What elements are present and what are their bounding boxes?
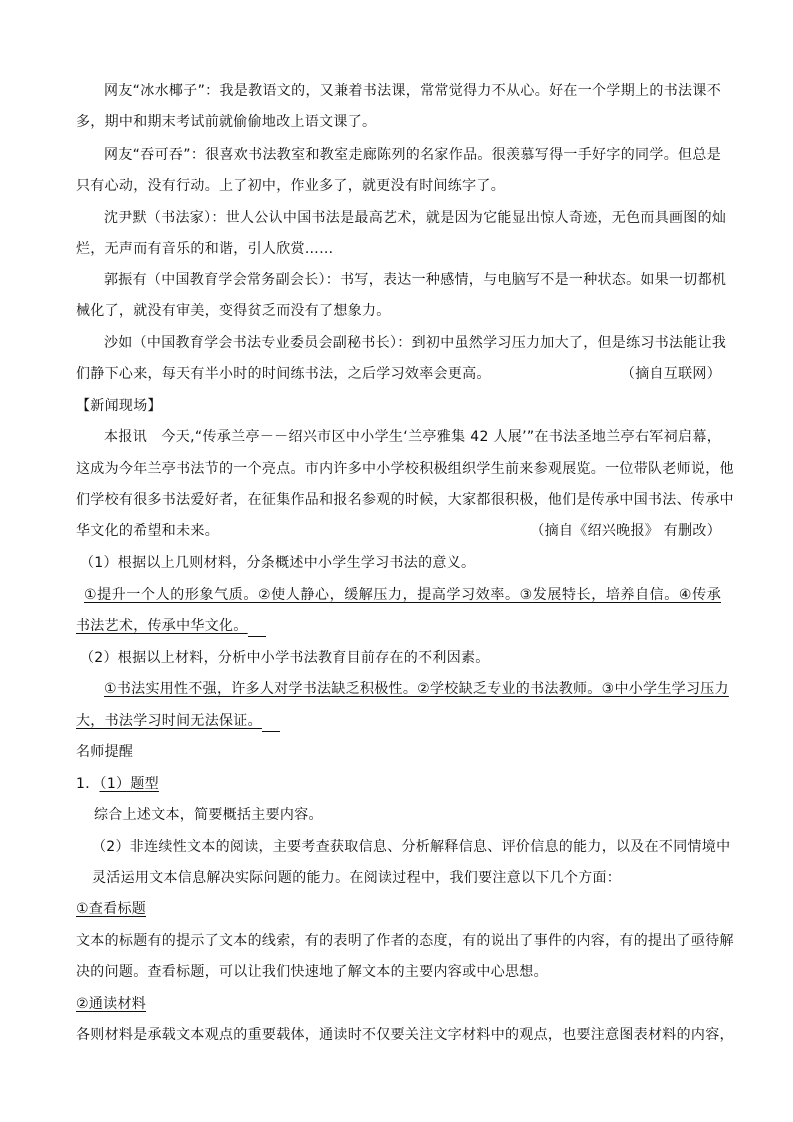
answer-2-line bbox=[104, 678, 729, 700]
section-heading: 【新闻现场】 bbox=[76, 398, 162, 414]
paragraph-line bbox=[76, 520, 721, 542]
tip-label: （1）题型 bbox=[99, 776, 159, 792]
question-1: （1）根据以上几则材料，分条概述中小学生学习书法的意义。 bbox=[80, 555, 476, 571]
paragraph-line: 只有心动，没有行动。上了初中，作业多了，就更没有时间练字了。 bbox=[76, 178, 505, 194]
paragraph-line: 郭振有（中国教育学会常务副会长）：书写，表达一种感情，与电脑写不是一种状态。如果一切都机 bbox=[104, 272, 727, 288]
paragraph-line: 决的问题。查看标题，可以让我们快速地了解文本的主要内容或中心思想。 bbox=[76, 964, 548, 980]
source-note: （摘自《绍兴晚报》 有删改） bbox=[530, 523, 721, 539]
paragraph-line: 械化了，就没有审美，变得贫乏而没有了想象力。 bbox=[76, 303, 391, 319]
answer-text: 大，书法学习时间无法保证。 bbox=[76, 713, 262, 729]
sub-heading bbox=[76, 993, 721, 1015]
answer-1-line bbox=[76, 615, 721, 637]
paragraph-text: 们静下心来，每天有半小时的时间练书法，之后学习效率会更高。 bbox=[76, 366, 491, 382]
tip-item-2-line: （2）非连续性文本的阅读，主要考查获取信息、分析解释信息、评价信息的能力，以及在不同情境中 bbox=[92, 839, 731, 855]
answer-2-line bbox=[76, 710, 721, 732]
answer-text: ①提升一个人的形象气质。②使人静心，缓解压力，提高学习效率。③发展特长，培养自信。④传承 bbox=[84, 587, 721, 603]
answer-text: 书法艺术，传承中华文化。 bbox=[76, 618, 248, 634]
paragraph-line: 网友“吞可吞”：很喜欢书法教室和教室走廊陈列的名家作品。很羡慕写得一手好字的同学。但总是 bbox=[104, 147, 721, 163]
answer-1-line bbox=[84, 584, 721, 606]
tip-item-1 bbox=[76, 773, 721, 795]
paragraph-line: 文本的标题有的提示了文本的线索，有的表明了作者的态度，有的说出了事件的内容，有的提出了亟待解 bbox=[76, 933, 734, 949]
tip-text: 综合上述文本，简要概括主要内容。 bbox=[94, 807, 323, 823]
sub-heading-text: ①查看标题 bbox=[76, 901, 147, 917]
paragraph-line: 多，期中和期末考试前就偷偷地改上语文课了。 bbox=[76, 114, 377, 130]
underline-blank bbox=[248, 620, 266, 637]
tip-item-2-line: 灵活运用文本信息解决实际问题的能力。在阅读过程中，我们要注意以下几个方面： bbox=[92, 870, 622, 886]
tips-heading: 名师提醒 bbox=[76, 744, 134, 760]
answer-text: ①书法实用性不强，许多人对学书法缺乏积极性。②学校缺乏专业的书法教师。③中小学生学习压力 bbox=[104, 681, 729, 697]
tip-number: 1． bbox=[76, 776, 100, 792]
source-note: （摘自互联网） bbox=[620, 366, 721, 382]
paragraph-line: 本报讯 今天,“传承兰亭－－绍兴市区中小学生‘兰亭雅集 42 人展’”在书法圣地兰亭右军祠启幕， bbox=[104, 429, 721, 445]
paragraph-line: 这成为今年兰亭书法节的一个亮点。市内许多中小学校积极组织学生前来参观展览。一位带队老师说，他 bbox=[76, 461, 734, 477]
sub-heading bbox=[76, 898, 721, 920]
paragraph-line: 沙如（中国教育学会书法专业委员会副秘书长）：到初中虽然学习压力加大了，但是练习书法能让我 bbox=[104, 335, 727, 351]
paragraph-line: 各则材料是承载文本观点的重要载体，通读时不仅要关注文字材料中的观点，也要注意图表材料的内容， bbox=[76, 1027, 734, 1043]
question-2: （2）根据以上材料，分析中小学书法教育目前存在的不利因素。 bbox=[80, 650, 490, 666]
paragraph-line bbox=[76, 363, 721, 385]
paragraph-text: 华文化的希望和未来。 bbox=[76, 523, 219, 539]
sub-heading-text: ②通读材料 bbox=[76, 996, 147, 1012]
paragraph-line: 烂，无声而有音乐的和谐，引人欣赏…… bbox=[76, 241, 334, 257]
paragraph-line: 们学校有很多书法爱好者，在征集作品和报名参观的时候，大家都很积极，他们是传承中国书法、传承中 bbox=[76, 492, 734, 508]
underline-blank bbox=[262, 715, 280, 732]
paragraph-line: 网友“冰水椰子”：我是教语文的，又兼着书法课，常常觉得力不从心。好在一个学期上的书法课不 bbox=[104, 83, 721, 99]
paragraph-line: 沈尹默（书法家）：世人公认中国书法是最高艺术，就是因为它能显出惊人奇迹，无色而具画图的灿 bbox=[104, 210, 727, 226]
